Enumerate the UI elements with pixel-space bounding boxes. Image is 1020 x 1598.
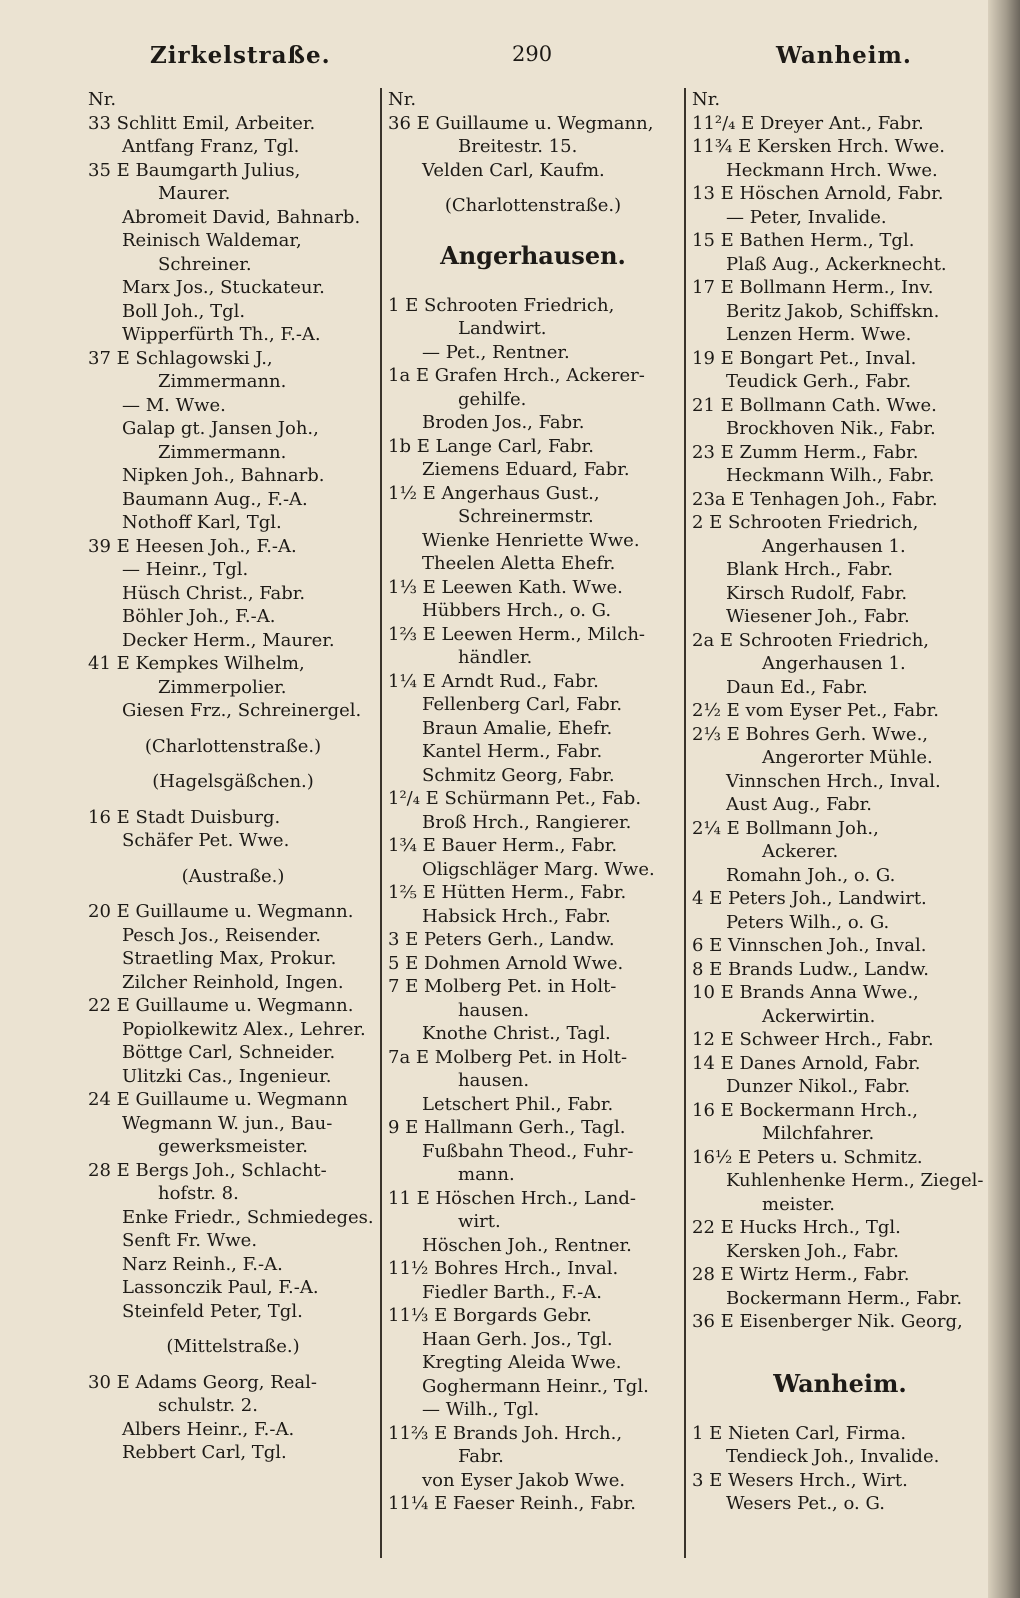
directory-entry-line: Wegmann W. jun., Bau- xyxy=(122,1112,333,1134)
directory-entry-line: 2¼ E Bollmann Joh., xyxy=(692,817,879,839)
directory-entry-line: Steinfeld Peter, Tgl. xyxy=(122,1300,303,1322)
directory-entry-line: — Pet., Rentner. xyxy=(422,341,570,363)
directory-entry-line: 11¾ E Kersken Hrch. Wwe. xyxy=(692,136,945,157)
directory-entry-line: Decker Herm., Maurer. xyxy=(122,629,335,651)
directory-entry-line: Hüsch Christ., Fabr. xyxy=(122,582,306,604)
directory-entry-line: 6 E Vinnschen Joh., Inval. xyxy=(692,935,927,956)
spacer xyxy=(88,1359,378,1371)
directory-entry-line: 2a E Schrooten Friedrich, xyxy=(692,629,930,651)
directory-entry-line: 36 E Eisenberger Nik. Georg, xyxy=(692,1311,963,1332)
directory-entry-line: Schreinermstr. xyxy=(458,506,594,527)
directory-entry-line: 1b E Lange Carl, Fabr. xyxy=(388,435,594,457)
section-heading: (Austraße.) xyxy=(181,865,285,887)
section-heading: (Mittelstraße.) xyxy=(166,1336,300,1357)
page-number: 290 xyxy=(512,42,553,66)
directory-entry-line: 23 E Zumm Herm., Fabr. xyxy=(692,441,919,463)
directory-column-2 xyxy=(388,88,678,1516)
directory-entry-line: 33 Schlitt Emil, Arbeiter. xyxy=(88,112,316,134)
directory-entry-line: Galap gt. Jansen Joh., xyxy=(122,418,319,439)
directory-entry-line: Ziemens Eduard, Fabr. xyxy=(422,459,630,480)
directory-entry-line: Angerorter Mühle. xyxy=(762,747,933,768)
directory-entry-line: 28 E Wirtz Herm., Fabr. xyxy=(692,1264,910,1285)
directory-entry-line: 7 E Molberg Pet. in Holt- xyxy=(388,976,617,997)
directory-entry-line: 12 E Schweer Hrch., Fabr. xyxy=(692,1029,934,1050)
directory-entry-line: 1¾ E Bauer Herm., Fabr. xyxy=(388,835,618,856)
directory-entry-line: Albers Heinr., F.-A. xyxy=(122,1418,295,1440)
directory-entry-line: Reinisch Waldemar, xyxy=(122,230,302,251)
spacer xyxy=(88,888,378,900)
directory-entry-line: Senft Fr. Wwe. xyxy=(122,1230,258,1251)
spacer xyxy=(88,723,378,735)
directory-entry-line: 41 E Kempkes Wilhelm, xyxy=(88,653,305,674)
directory-entry-line: Pesch Jos., Reisender. xyxy=(122,924,322,946)
directory-entry-line: schulstr. 2. xyxy=(158,1395,258,1416)
spacer xyxy=(388,218,678,230)
directory-entry-line: 15 E Bathen Herm., Tgl. xyxy=(692,230,915,251)
spacer xyxy=(88,1323,378,1335)
directory-entry-line: mann. xyxy=(458,1164,515,1185)
district-heading: Angerhausen. xyxy=(440,240,626,270)
directory-entry-line: Höschen Joh., Rentner. xyxy=(422,1234,632,1256)
directory-entry-line: Narz Reinh., F.-A. xyxy=(122,1253,283,1275)
directory-entry-line: 23a E Tenhagen Joh., Fabr. xyxy=(692,488,938,510)
directory-entry-line: Wesers Pet., o. G. xyxy=(726,1493,885,1514)
directory-entry-line: gehilfe. xyxy=(458,388,527,410)
directory-entry-line: Wienke Henriette Wwe. xyxy=(422,529,640,551)
directory-column-3 xyxy=(692,88,988,1516)
directory-entry-line: händler. xyxy=(458,647,533,668)
directory-entry-line: Goghermann Heinr., Tgl. xyxy=(422,1375,649,1397)
directory-entry-line: Angerhausen 1. xyxy=(762,535,906,557)
directory-entry-line: 36 E Guillaume u. Wegmann, xyxy=(388,112,654,134)
directory-entry-line: Lassonczik Paul, F.-A. xyxy=(122,1277,319,1298)
directory-entry-line: Romahn Joh., o. G. xyxy=(726,864,896,886)
directory-entry-line: Ackerwirtin. xyxy=(762,1005,876,1027)
directory-entry-line: Kuhlenhenke Herm., Ziegel- xyxy=(726,1170,984,1191)
directory-entry-line: Nr. xyxy=(692,89,721,110)
directory-entry-line: Fiedler Barth., F.-A. xyxy=(422,1281,602,1303)
directory-entry-line: 11½ Bohres Hrch., Inval. xyxy=(388,1258,619,1279)
directory-entry-line: Teudick Gerh., Fabr. xyxy=(726,371,912,392)
directory-entry-line: Dunzer Nikol., Fabr. xyxy=(726,1076,911,1097)
directory-entry-line: 22 E Hucks Hrch., Tgl. xyxy=(692,1217,901,1238)
directory-entry-line: Giesen Frz., Schreinergel. xyxy=(122,700,362,721)
page-edge-shadow xyxy=(988,0,1020,1598)
directory-entry-line: Heckmann Wilh., Fabr. xyxy=(726,465,935,486)
directory-entry-line: Daun Ed., Fabr. xyxy=(726,676,868,698)
directory-entry-line: Broß Hrch., Rangierer. xyxy=(422,811,632,833)
directory-entry-line: 1⅖ E Hütten Herm., Fabr. xyxy=(388,882,627,903)
directory-entry-line: 11¼ E Faeser Reinh., Fabr. xyxy=(388,1493,636,1514)
spacer xyxy=(388,282,678,294)
spacer xyxy=(88,758,378,770)
directory-entry-line: Böhler Joh., F.-A. xyxy=(122,606,276,627)
directory-entry-line: Wiesener Joh., Fabr. xyxy=(726,606,910,627)
directory-entry-line: 4 E Peters Joh., Landwirt. xyxy=(692,888,927,909)
directory-entry-line: Plaß Aug., Ackerknecht. xyxy=(726,253,947,275)
spacer xyxy=(692,1410,988,1422)
directory-entry-line: 22 E Guillaume u. Wegmann. xyxy=(88,995,354,1016)
directory-entry-line: 5 E Dohmen Arnold Wwe. xyxy=(388,952,624,974)
directory-entry-line: 28 E Bergs Joh., Schlacht- xyxy=(88,1159,327,1181)
page-header xyxy=(0,34,990,74)
district-heading: Wanheim. xyxy=(773,1368,907,1398)
directory-entry-line: hofstr. 8. xyxy=(158,1183,239,1204)
directory-entry-line: hausen. xyxy=(458,1070,530,1091)
section-heading: (Charlottenstraße.) xyxy=(444,195,622,216)
directory-entry-line: Zilcher Reinhold, Ingen. xyxy=(122,971,344,993)
directory-entry-line: Baumann Aug., F.-A. xyxy=(122,488,308,510)
directory-entry-line: Zimmermann. xyxy=(158,371,287,392)
directory-entry-line: Zimmermann. xyxy=(158,441,287,463)
section-heading: (Charlottenstraße.) xyxy=(144,735,322,757)
directory-entry-line: Abromeit David, Bahnarb. xyxy=(122,206,361,228)
directory-entry-line: Schäfer Pet. Wwe. xyxy=(122,830,290,851)
spacer xyxy=(88,853,378,865)
directory-entry-line: 1²/₄ E Schürmann Pet., Fab. xyxy=(388,788,642,809)
directory-entry-line: 2 E Schrooten Friedrich, xyxy=(692,512,919,533)
directory-entry-line: 1⅓ E Leewen Kath. Wwe. xyxy=(388,576,623,598)
spacer xyxy=(88,794,378,806)
directory-entry-line: Braun Amalie, Ehefr. xyxy=(422,717,613,739)
column-divider-2 xyxy=(684,88,686,1558)
directory-entry-line: Kirsch Rudolf, Fabr. xyxy=(726,582,908,604)
directory-entry-line: Broden Jos., Fabr. xyxy=(422,412,585,433)
directory-entry-line: Fußbahn Theod., Fuhr- xyxy=(422,1140,634,1162)
directory-entry-line: 16 E Bockermann Hrch., xyxy=(692,1099,918,1121)
directory-entry-line: 2½ E vom Eyser Pet., Fabr. xyxy=(692,700,940,721)
directory-entry-line: — M. Wwe. xyxy=(122,394,226,416)
directory-entry-line: Brockhoven Nik., Fabr. xyxy=(726,418,936,439)
directory-entry-line: Heckmann Hrch. Wwe. xyxy=(726,159,938,181)
directory-entry-line: 30 E Adams Georg, Real- xyxy=(88,1371,317,1393)
directory-entry-line: 1a E Grafen Hrch., Ackerer- xyxy=(388,365,645,386)
directory-entry-line: 1½ E Angerhaus Gust., xyxy=(388,482,600,504)
directory-entry-line: Beritz Jakob, Schiffskn. xyxy=(726,300,940,322)
directory-entry-line: Blank Hrch., Fabr. xyxy=(726,559,893,580)
directory-entry-line: Nr. xyxy=(88,89,117,110)
directory-entry-line: 1 E Schrooten Friedrich, xyxy=(388,294,615,316)
directory-entry-line: Straetling Max, Prokur. xyxy=(122,948,337,969)
directory-entry-line: 2⅓ E Bohres Gerh. Wwe., xyxy=(692,723,929,745)
directory-entry-line: 1⅔ E Leewen Herm., Milch- xyxy=(388,623,646,645)
directory-entry-line: 1 E Nieten Carl, Firma. xyxy=(692,1422,907,1444)
spacer xyxy=(692,1334,988,1346)
directory-entry-line: 3 E Peters Gerh., Landw. xyxy=(388,929,615,950)
spacer xyxy=(388,182,678,194)
header-left-street: Zirkelstraße. xyxy=(150,42,331,69)
directory-entry-line: Ulitzki Cas., Ingenieur. xyxy=(122,1065,332,1087)
directory-entry-line: Oligschläger Marg. Wwe. xyxy=(422,858,655,880)
directory-entry-line: Nipken Joh., Bahnarb. xyxy=(122,465,325,486)
directory-entry-line: Hübbers Hrch., o. G. xyxy=(422,600,612,621)
directory-entry-line: Böttge Carl, Schneider. xyxy=(122,1042,336,1063)
directory-entry-line: 11 E Höschen Hrch., Land- xyxy=(388,1187,636,1209)
directory-entry-line: Knothe Christ., Tagl. xyxy=(422,1023,611,1044)
section-heading: (Hagelsgäßchen.) xyxy=(152,771,314,792)
directory-entry-line: Letschert Phil., Fabr. xyxy=(422,1093,614,1115)
directory-entry-line: von Eyser Jakob Wwe. xyxy=(422,1469,626,1491)
directory-column-1 xyxy=(88,88,378,1465)
directory-entry-line: Fellenberg Carl, Fabr. xyxy=(422,694,623,715)
directory-entry-line: Haan Gerh. Jos., Tgl. xyxy=(422,1328,613,1350)
spacer xyxy=(692,1346,988,1358)
column-divider-1 xyxy=(380,88,382,1558)
directory-entry-line: 11⅓ E Borgards Gebr. xyxy=(388,1305,592,1326)
directory-entry-line: meister. xyxy=(762,1193,835,1215)
directory-entry-line: Breitestr. 15. xyxy=(458,136,578,157)
directory-entry-line: Fabr. xyxy=(458,1446,504,1467)
directory-entry-line: — Wilh., Tgl. xyxy=(422,1399,540,1420)
directory-entry-line: 8 E Brands Ludw., Landw. xyxy=(692,958,929,980)
directory-entry-line: 16½ E Peters u. Schmitz. xyxy=(692,1146,923,1168)
directory-entry-line: 1¼ E Arndt Rud., Fabr. xyxy=(388,670,599,692)
directory-entry-line: 19 E Bongart Pet., Inval. xyxy=(692,347,917,369)
directory-entry-line: Ackerer. xyxy=(762,841,839,862)
directory-entry-line: Enke Friedr., Schmiedeges. xyxy=(122,1206,374,1228)
directory-entry-line: Tendieck Joh., Invalide. xyxy=(726,1446,940,1467)
directory-entry-line: Antfang Franz, Tgl. xyxy=(122,136,300,157)
directory-entry-line: 3 E Wesers Hrch., Wirt. xyxy=(692,1469,908,1491)
directory-entry-line: 21 E Bollmann Cath. Wwe. xyxy=(692,394,937,416)
directory-entry-line: Marx Jos., Stuckateur. xyxy=(122,277,325,298)
directory-entry-line: Landwirt. xyxy=(458,318,547,339)
directory-entry-line: Velden Carl, Kaufm. xyxy=(422,159,605,181)
directory-entry-line: 10 E Brands Anna Wwe., xyxy=(692,982,919,1003)
directory-entry-line: Schreiner. xyxy=(158,253,252,275)
directory-entry-line: 13 E Höschen Arnold, Fabr. xyxy=(692,183,944,204)
directory-entry-line: Schmitz Georg, Fabr. xyxy=(422,764,615,786)
directory-entry-line: 37 E Schlagowski J., xyxy=(88,347,273,369)
directory-entry-line: 9 E Hallmann Gerh., Tagl. xyxy=(388,1117,626,1138)
directory-entry-line: Bockermann Herm., Fabr. xyxy=(726,1287,963,1309)
directory-entry-line: 24 E Guillaume u. Wegmann xyxy=(88,1089,348,1110)
header-right-district: Wanheim. xyxy=(776,42,912,69)
directory-entry-line: Milchfahrer. xyxy=(762,1123,875,1144)
directory-entry-line: 11²/₄ E Dreyer Ant., Fabr. xyxy=(692,112,924,134)
directory-entry-line: 20 E Guillaume u. Wegmann. xyxy=(88,901,354,922)
directory-entry-line: — Peter, Invalide. xyxy=(726,206,887,228)
directory-entry-line: Vinnschen Hrch., Inval. xyxy=(726,770,941,792)
directory-entry-line: Nothoff Karl, Tgl. xyxy=(122,512,282,533)
directory-entry-line: Popiolkewitz Alex., Lehrer. xyxy=(122,1018,366,1040)
directory-entry-line: wirt. xyxy=(458,1211,501,1232)
directory-entry-line: Zimmerpolier. xyxy=(158,676,287,698)
directory-entry-line: 39 E Heesen Joh., F.-A. xyxy=(88,535,297,557)
directory-entry-line: Lenzen Herm. Wwe. xyxy=(726,324,912,345)
directory-entry-line: Angerhausen 1. xyxy=(762,653,906,674)
directory-entry-line: Rebbert Carl, Tgl. xyxy=(122,1442,287,1463)
directory-entry-line: Peters Wilh., o. G. xyxy=(726,911,890,933)
directory-entry-line: Kersken Joh., Fabr. xyxy=(726,1240,900,1262)
directory-entry-line: gewerksmeister. xyxy=(158,1136,308,1157)
directory-entry-line: 17 E Bollmann Herm., Inv. xyxy=(692,277,934,298)
directory-entry-line: Maurer. xyxy=(158,183,231,204)
directory-entry-line: Habsick Hrch., Fabr. xyxy=(422,905,611,927)
directory-entry-line: Nr. xyxy=(388,89,417,110)
directory-entry-line: Aust Aug., Fabr. xyxy=(726,794,872,815)
directory-entry-line: 35 E Baumgarth Julius, xyxy=(88,159,301,181)
directory-entry-line: Theelen Aletta Ehefr. xyxy=(422,553,616,574)
directory-entry-line: 11⅔ E Brands Joh. Hrch., xyxy=(388,1422,623,1444)
directory-entry-line: 16 E Stadt Duisburg. xyxy=(88,806,281,828)
directory-entry-line: 14 E Danes Arnold, Fabr. xyxy=(692,1052,921,1074)
directory-entry-line: Kregting Aleida Wwe. xyxy=(422,1352,622,1373)
directory-entry-line: Kantel Herm., Fabr. xyxy=(422,741,603,762)
directory-entry-line: — Heinr., Tgl. xyxy=(122,559,249,580)
directory-entry-line: hausen. xyxy=(458,999,530,1021)
directory-entry-line: Boll Joh., Tgl. xyxy=(122,300,246,322)
directory-entry-line: 7a E Molberg Pet. in Holt- xyxy=(388,1046,628,1068)
directory-entry-line: Wipperfürth Th., F.-A. xyxy=(122,324,321,345)
